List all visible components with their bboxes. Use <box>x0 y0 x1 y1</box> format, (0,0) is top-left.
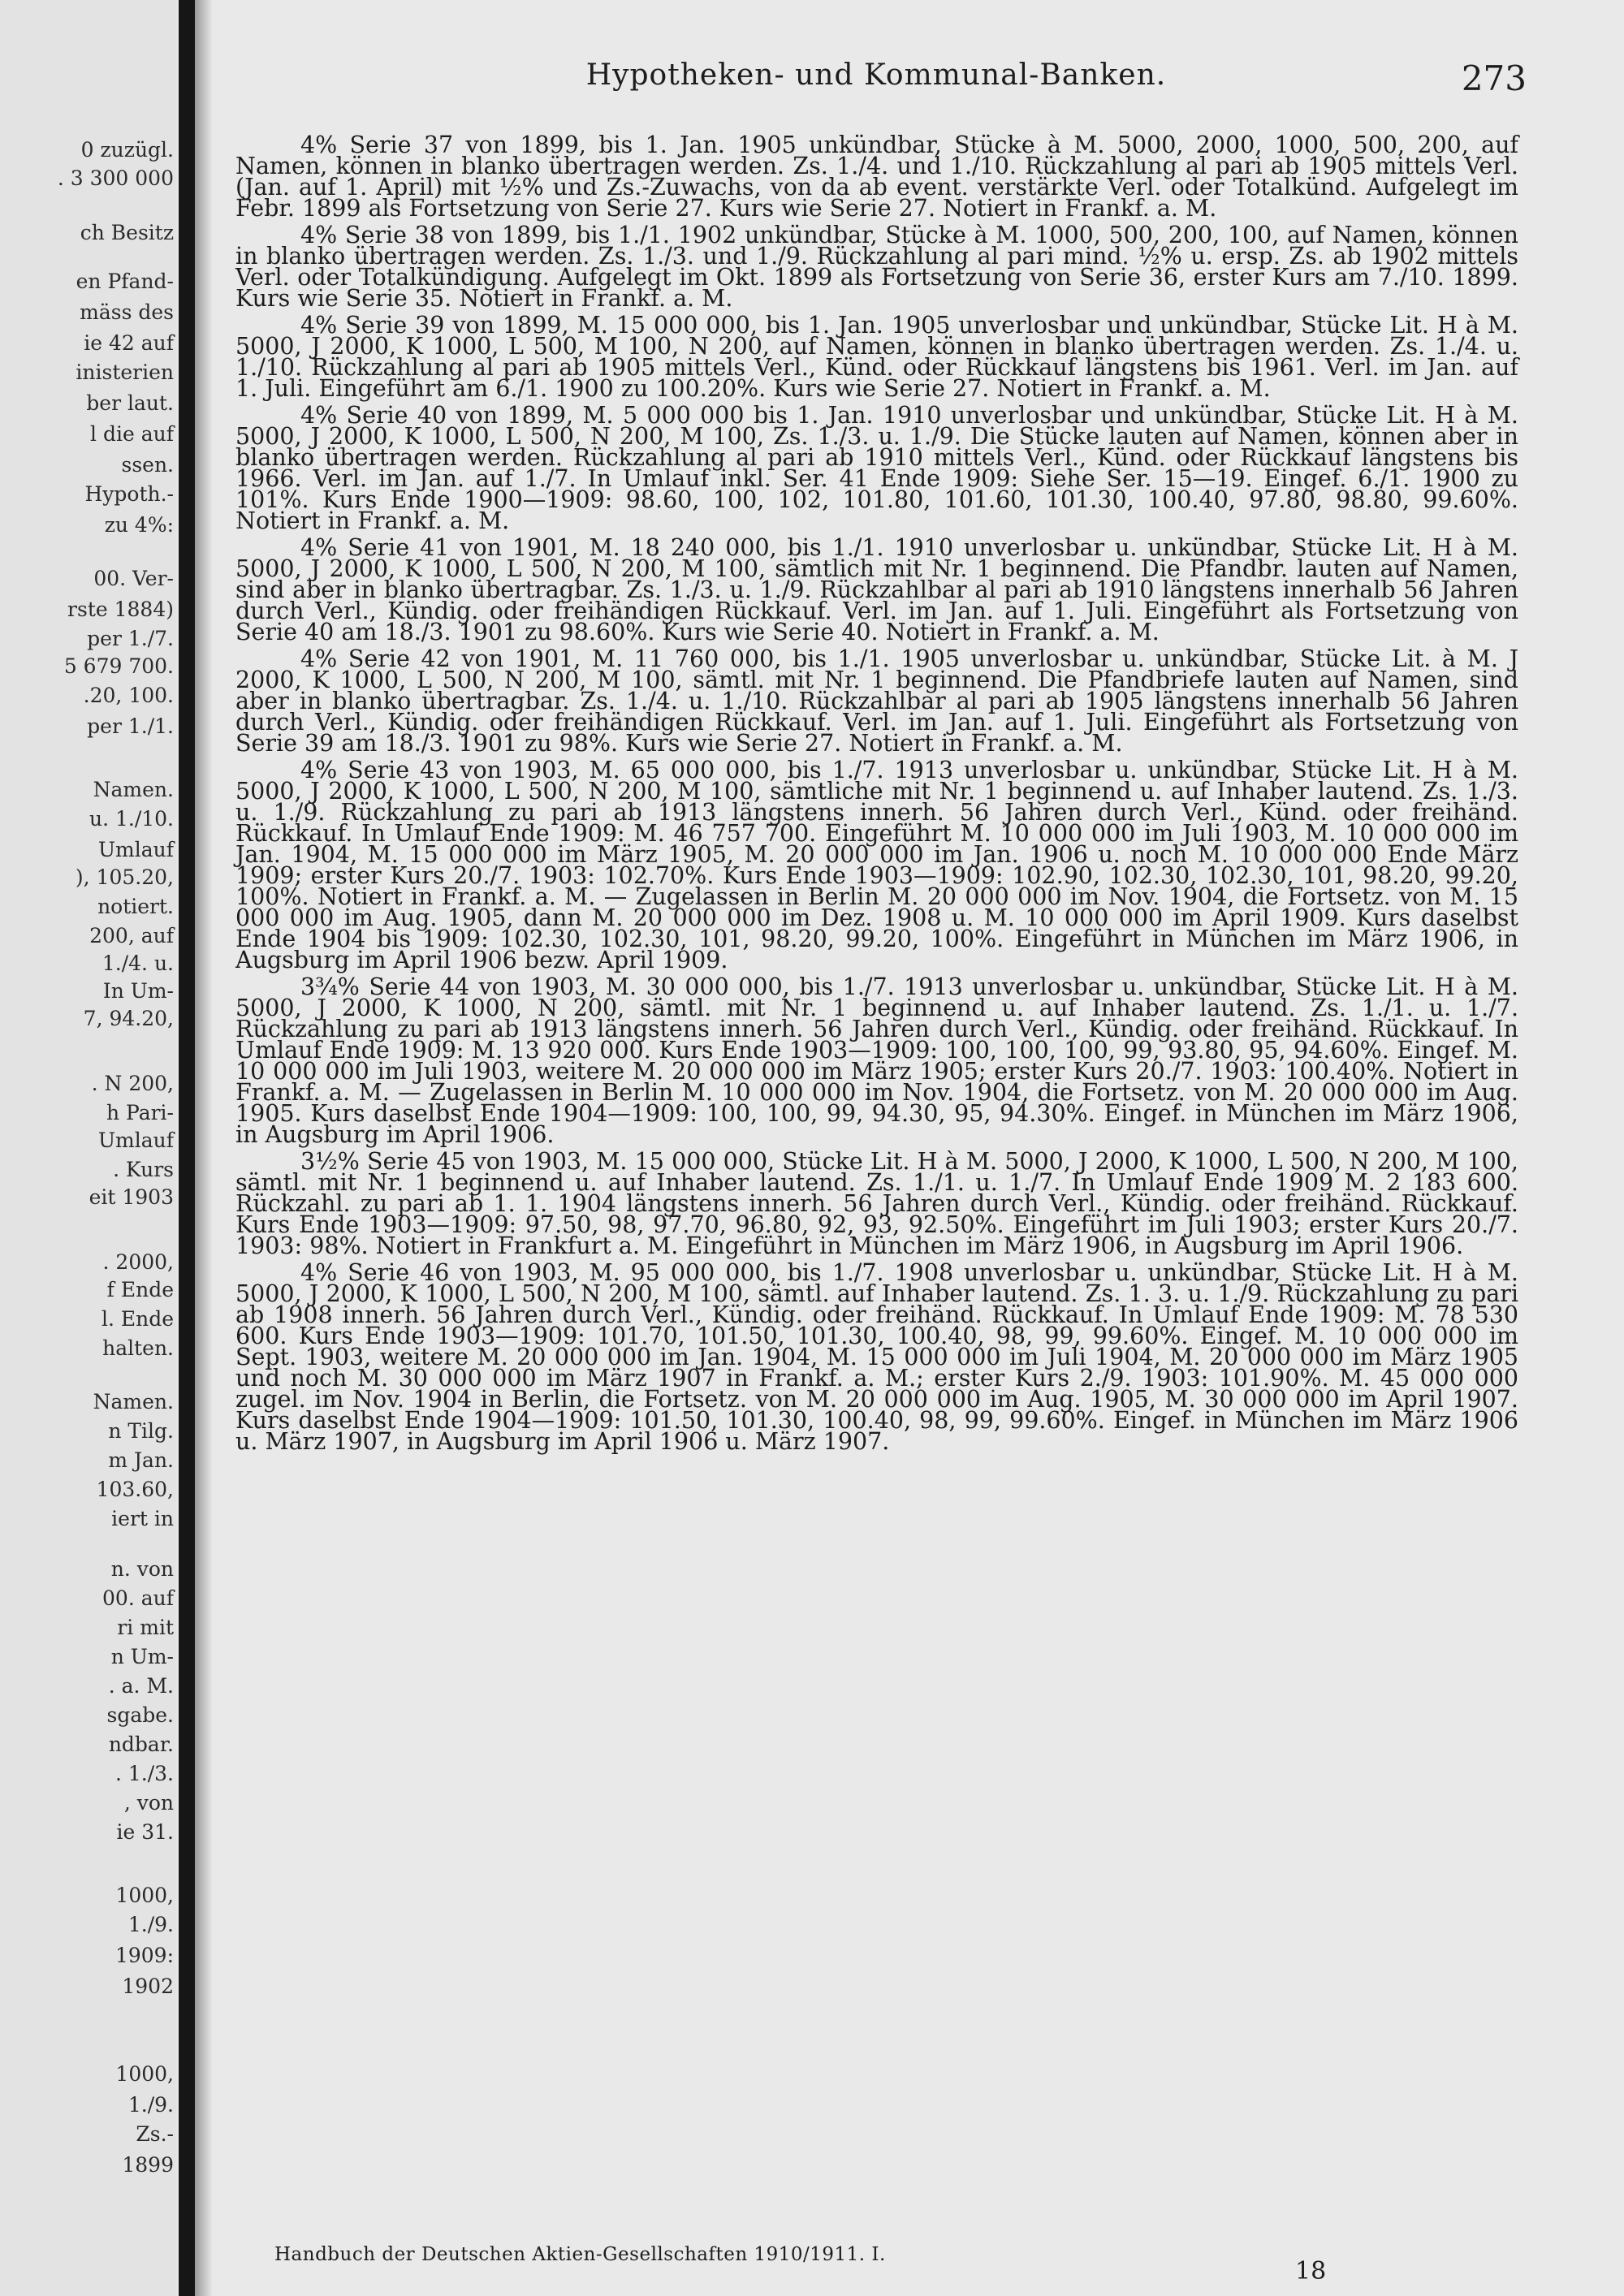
margin-fragment: . N 200, <box>91 1072 174 1095</box>
margin-fragment: ssen. <box>121 453 174 477</box>
margin-fragment: n. von <box>110 1557 174 1581</box>
margin-fragment: h Pari- <box>106 1101 174 1124</box>
margin-fragment: 00. Ver- <box>93 567 174 590</box>
margin-fragment: f Ende <box>106 1278 174 1301</box>
margin-fragment: ie 42 auf <box>84 331 174 355</box>
entry-serie-41: 4% Serie 41 von 1901, M. 18 240 000, bis 1./1. 1910 unverlosbar u. unkündbar, Stücke Lit. H à M. 5000, J 2000, K 1000, L 500, N 200, M 100, sämtlich mit Nr. 1 beginnend. Die Pfandbr. lauten auf Namen, sind aber in blanko übertragbar. Zs. 1./3. u. 1./9. Rückzahlbar al pari ab 1910 längstens innerhalb 56 Jahren durch Verl., Kündig. oder freihändigen Rückkauf. Verl. im Jan. auf 1. Juli. Eingeführt als Fortsetzung von Serie 40 am 18./3. 1901 zu 98.60%. Kurs wie Serie 40. Notiert in Frankf. a. M. <box>235 534 1518 645</box>
margin-fragment: ri mit <box>117 1616 174 1639</box>
entry-serie-39: 4% Serie 39 von 1899, M. 15 000 000, bis 1. Jan. 1905 unverlosbar und unkündbar, Stücke Lit. H à M. 5000, J 2000, K 1000, L 500, M 100, N 200, auf Namen, können in blanko übertragen werden. Zs. 1./4. u. 1./10. Rückzahlung al pari ab 1905 mittels Verl., Künd. oder Rückkauf längstens bis 1961. Verl. im Jan. auf 1. Juli. Eingeführt am 6./1. 1900 zu 100.20%. Kurs wie Serie 27. Notiert in Frankf. a. M. <box>235 312 1518 402</box>
margin-fragment: 1./4. u. <box>102 952 174 975</box>
margin-fragment: Zs.- <box>136 2122 174 2146</box>
margin-fragment: l. Ende <box>101 1307 174 1331</box>
margin-fragment: ie 31. <box>116 1820 174 1844</box>
entry-serie-40: 4% Serie 40 von 1899, M. 5 000 000 bis 1. Jan. 1910 unverlosbar und unkündbar, Stücke Lit. H à M. 5000, J 2000, K 1000, L 500, N 200, M 100, Zs. 1./3. u. 1./9. Die Stücke lauten auf Namen, können aber in blanko übertragen werden. Rückzahlung al pari ab 1910 mittels Verl., Künd. oder Rückkauf längstens bis 1966. Verl. im Jan. auf 1./7. In Umlauf inkl. Ser. 41 Ende 1909: Siehe Ser. 15—19. Eingef. 6./1. 1900 zu 101%. Kurs Ende 1900—1909: 98.60, 100, 102, 101.80, 101.60, 101.30, 100.40, 97.80, 98.80, 99.60%. Notiert in Frankf. a. M. <box>235 402 1518 534</box>
margin-fragment: 1./9. <box>127 1913 174 1936</box>
entry-serie-44: 3¾% Serie 44 von 1903, M. 30 000 000, bis 1./7. 1913 unverlosbar u. unkündbar, Stücke Lit. H à M. 5000, J 2000, K 1000, N 200, sämtl. mit Nr. 1 beginnend u. auf Inhaber lautend. Zs. 1./1. u. 1./7. Rückzahlung zu pari ab 1913 längstens innerh. 56 Jahren durch Verl., Kündig. oder freihänd. Rückkauf. In Umlauf Ende 1909: M. 13 920 000. Kurs Ende 1903—1909: 100, 100, 100, 99, 93.80, 95, 94.60%. Eingef. M. 10 000 000 im Juli 1903, weitere M. 20 000 000 im März 1905; erster Kurs 20./7. 1903: 100.40%. Notiert in Frankf. a. M. — Zugelassen in Berlin M. 10 000 000 im Nov. 1904, die Fortsetz. von M. 20 000 000 im Aug. 1905. Kurs daselbst Ende 1904—1909: 100, 100, 99, 94.30, 95, 94.30%. Eingef. in München im März 1906, in Augsburg im April 1906. <box>235 973 1518 1148</box>
margin-fragment: sgabe. <box>106 1703 174 1727</box>
margin-fragment: per 1./7. <box>87 627 174 650</box>
margin-fragment: 5 679 700. <box>63 654 174 678</box>
margin-fragment: ndbar. <box>108 1733 174 1756</box>
margin-fragment: l die auf <box>90 422 174 446</box>
margin-fragment: inisterien <box>76 360 174 384</box>
margin-fragment: mäss des <box>80 300 174 324</box>
margin-fragment: Hypoth.- <box>84 482 174 506</box>
main-text <box>235 132 1518 1458</box>
page-header <box>226 58 1527 107</box>
margin-fragment: . 2000, <box>102 1250 174 1274</box>
margin-fragment: 7, 94.20, <box>83 1007 174 1030</box>
entry-serie-43: 4% Serie 43 von 1903, M. 65 000 000, bis 1./7. 1913 unverlosbar u. unkündbar, Stücke Lit. H à M. 5000, J 2000, K 1000, L 500, N 200, M 100, sämtliche mit Nr. 1 beginnend u. auf Inhaber lautend. Zs. 1./3. u. 1./9. Rückzahlung zu pari ab 1913 längstens innerh. 56 Jahren durch Verl., Künd. oder freihänd. Rückkauf. In Umlauf Ende 1909: M. 46 757 700. Eingeführt M. 10 000 000 im Juli 1903, M. 10 000 000 im Jan. 1904, M. 15 000 000 im März 1905, M. 20 000 000 im Jan. 1906 u. noch M. 10 000 000 Ende März 1909; erster Kurs 20./7. 1903: 102.70%. Kurs Ende 1903—1909: 102.90, 102.30, 102.30, 101, 98.20, 99.20, 100%. Notiert in Frankf. a. M. — Zugelassen in Berlin M. 20 000 000 im Nov. 1904, die Fortsetz. von M. 15 000 000 im Aug. 1905, dann M. 20 000 000 im Dez. 1908 u. M. 10 000 000 im April 1909. Kurs daselbst Ende 1904 bis 1909: 102.30, 102.30, 101, 98.20, 99.20, 100%. Eingeführt in München im März 1906, in Augsburg im April 1906 bezw. April 1909. <box>235 757 1518 973</box>
margin-fragment: Umlauf <box>97 1129 174 1152</box>
margin-fragment: 103.60, <box>96 1478 174 1501</box>
footer-imprint: Handbuch der Deutschen Aktien-Gesellschaften 1910/1911. I. <box>274 2244 886 2265</box>
margin-fragment: . Kurs <box>113 1158 174 1181</box>
margin-fragment: eit 1903 <box>89 1185 174 1209</box>
margin-fragment: 1909: <box>114 1944 174 1967</box>
margin-fragment: .20, 100. <box>83 684 174 707</box>
margin-fragment: halten. <box>102 1336 174 1360</box>
margin-fragment: In Um- <box>102 979 174 1003</box>
margin-fragment: zu 4%: <box>104 513 174 537</box>
margin-fragment: u. 1./10. <box>89 807 174 831</box>
margin-fragment: 1./9. <box>127 2093 174 2117</box>
margin-fragment: 1899 <box>122 2153 174 2177</box>
margin-fragment: . a. M. <box>108 1674 174 1698</box>
margin-fragment: 1902 <box>122 1974 174 1998</box>
page-number: 273 <box>1461 58 1527 98</box>
page-gutter <box>179 0 195 2296</box>
margin-fragment: en Pfand- <box>76 270 174 293</box>
margin-fragment: Namen. <box>93 778 174 801</box>
margin-fragment: notiert. <box>97 895 174 918</box>
margin-fragment: . 1./3. <box>114 1762 174 1785</box>
facing-page-edge <box>0 0 177 2296</box>
margin-fragment: ), 105.20, <box>75 865 174 889</box>
entry-serie-37: 4% Serie 37 von 1899, bis 1. Jan. 1905 unkündbar, Stücke à M. 5000, 2000, 1000, 500, 200, auf Namen, können in blanko übertragen werden. Zs. 1./4. und 1./10. Rückzahlung al pari ab 1905 mittels Verl. (Jan. auf 1. April) mit ½% und Zs.-Zuwachs, von da ab event. verstärkte Verl. oder Totalkünd. Aufgelegt im Febr. 1899 als Fortsetzung von Serie 27. Kurs wie Serie 27. Notiert in Frankf. a. M. <box>235 132 1518 222</box>
margin-fragment: 200, auf <box>89 924 174 947</box>
margin-fragment: 1000, <box>115 2062 174 2086</box>
entry-serie-38: 4% Serie 38 von 1899, bis 1./1. 1902 unkündbar, Stücke à M. 1000, 500, 200, 100, auf Namen, können in blanko übertragen werden. Zs. 1./3. und 1./9. Rückzahlung al pari mind. ½% u. ersp. Zs. ab 1902 mittels Verl. oder Totalkündigung. Aufgelegt im Okt. 1899 als Fortsetzung von Serie 36, erster Kurs am 7./10. 1899. Kurs wie Serie 35. Notiert in Frankf. a. M. <box>235 222 1518 312</box>
margin-fragment: 0 zuzügl. <box>80 138 174 162</box>
sheet-signature: 18 <box>1295 2257 1327 2285</box>
margin-fragment: 1000, <box>115 1884 174 1907</box>
margin-fragment: . 3 300 000 <box>57 166 174 190</box>
margin-fragment: Namen. <box>93 1390 174 1413</box>
gutter-shadow <box>195 0 213 2296</box>
entry-serie-45: 3½% Serie 45 von 1903, M. 15 000 000, Stücke Lit. H à M. 5000, J 2000, K 1000, L 500, N 200, M 100, sämtl. mit Nr. 1 beginnend u. auf Inhaber lautend. Zs. 1./1. u. 1./7. In Umlauf Ende 1909 M. 2 183 600. Rückzahl. zu pari ab 1. 1. 1904 längstens innerh. 56 Jahren durch Verl., Kündig. oder freihänd. Rückkauf. Kurs Ende 1903—1909: 97.50, 98, 97.70, 96.80, 92, 93, 92.50%. Eingeführt im Juli 1903; erster Kurs 20./7. 1903: 98%. Notiert in Frankfurt a. M. Eingeführt in München im März 1906, in Augsburg im April 1906. <box>235 1148 1518 1259</box>
margin-fragment: per 1./1. <box>87 714 174 738</box>
running-title: Hypotheken- und Kommunal-Banken. <box>585 58 1167 92</box>
entry-serie-46: 4% Serie 46 von 1903, M. 95 000 000, bis 1./7. 1908 unverlosbar u. unkündbar, Stücke Lit. H à M. 5000, J 2000, K 1000, L 500, N 200, M 100, sämtl. auf Inhaber lautend. Zs. 1. 3. u. 1./9. Rückzahlung zu pari ab 1908 innerh. 56 Jahren durch Verl., Kündig. oder freihänd. Rückkauf. In Umlauf Ende 1909: M. 78 530 600. Kurs Ende 1903—1909: 101.70, 101.50, 101.30, 100.40, 98, 99, 99.60%. Eingef. M. 10 000 000 im Sept. 1903, weitere M. 20 000 000 im Jan. 1904, M. 15 000 000 im Juli 1904, M. 20 000 000 im März 1905 und noch M. 30 000 000 im März 1907 in Frankf. a. M.; erster Kurs 2./9. 1903: 101.90%. M. 45 000 000 zugel. im Nov. 1904 in Berlin, die Fortsetz. von M. 20 000 000 im Aug. 1905, M. 30 000 000 im April 1907. Kurs daselbst Ende 1904—1909: 101.50, 101.30, 100.40, 98, 99, 99.60%. Eingef. in München im März 1906 u. März 1907, in Augsburg im April 1906 u. März 1907. <box>235 1259 1518 1455</box>
margin-fragment: m Jan. <box>108 1448 174 1472</box>
margin-fragment: n Tilg. <box>108 1419 174 1443</box>
margin-fragment: n Um- <box>110 1645 174 1668</box>
margin-fragment: 00. auf <box>102 1586 174 1610</box>
margin-fragment: , von <box>123 1791 174 1815</box>
margin-fragment: ch Besitz <box>80 221 174 244</box>
margin-fragment: iert in <box>111 1507 174 1530</box>
margin-fragment: rste 1884) <box>67 598 174 621</box>
entry-serie-42: 4% Serie 42 von 1901, M. 11 760 000, bis 1./1. 1905 unverlosbar u. unkündbar, Stücke Lit. à M. J 2000, K 1000, L 500, N 200, M 100, sämtl. mit Nr. 1 beginnend. Die Pfandbriefe lauten auf Namen, sind aber in blanko übertragbar. Zs. 1./4. u. 1./10. Rückzahlbar al pari ab 1905 längstens innerhalb 56 Jahren durch Verl., Kündig. oder freihändigen Rückkauf. Verl. im Jan. auf 1. Juli. Eingeführt als Fortsetzung von Serie 39 am 18./3. 1901 zu 98%. Kurs wie Serie 27. Notiert in Frankf. a. M. <box>235 645 1518 757</box>
margin-fragment: ber laut. <box>86 391 174 415</box>
margin-fragment: Umlauf <box>97 838 174 861</box>
